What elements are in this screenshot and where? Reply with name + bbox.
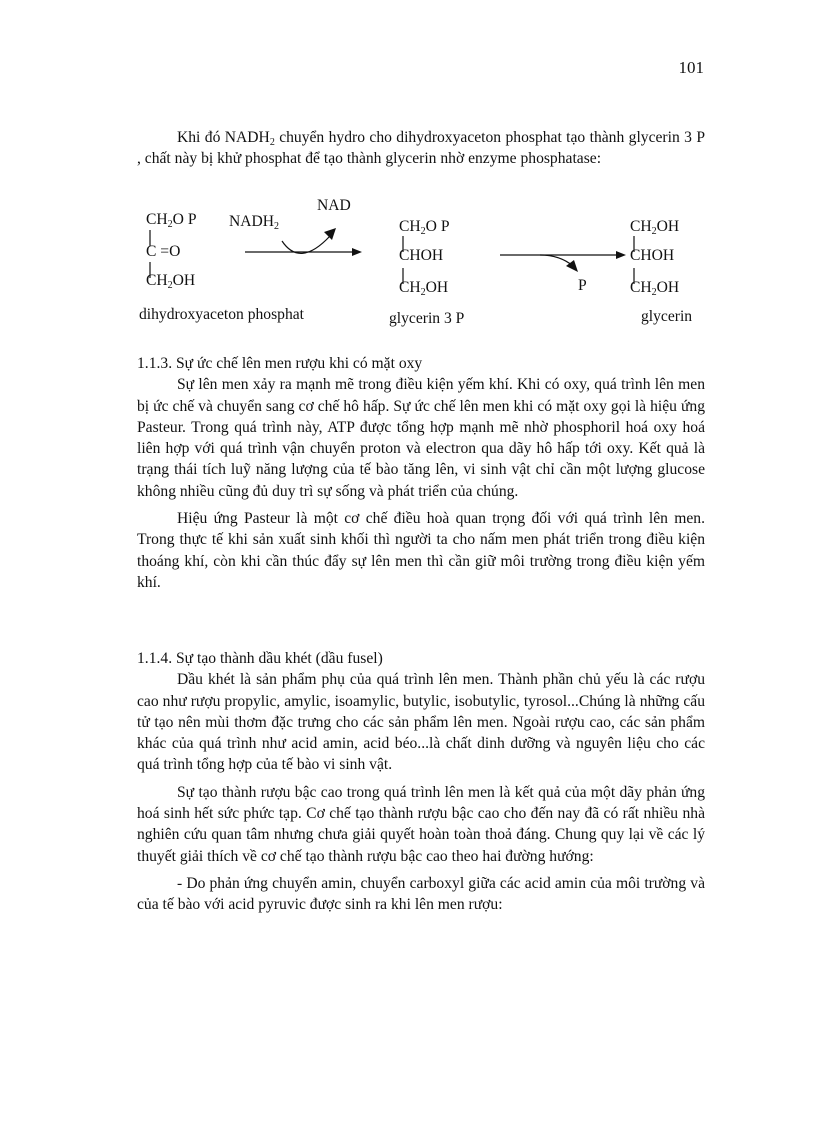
product-line-1: $CH_2OH$ <box>630 218 680 237</box>
intermediate-line-2: CHOH <box>399 247 444 264</box>
reactant-line-2: C =O <box>146 243 181 260</box>
product-line-3: $CH_2OH$ <box>630 279 680 298</box>
intermediate-line-1: $CH_2O$ P <box>399 218 450 237</box>
product-line-2: CHOH <box>630 247 675 264</box>
intermediate-name: glycerin 3 P <box>389 310 465 327</box>
paragraph: Sự lên men xảy ra mạnh mẽ trong điều kiện yếm khí. Khi có oxy, quá trình lên men bị ức chế và chuyển sang cơ chế hô hấp. Sự ức chế lên men khi có mặt oxy gọi là hiệu ứng Pasteur. Trong quá trình này, ATP được tổng hợp mạnh mẽ nhờ phosphoril hoá oxy hoá liên hợp với quá trình vận chuyển proton và electron qua dãy hô hấp tới oxy. Kết quả là trạng thái tích luỹ năng lượng của tế bào tăng lên, vi sinh vật chỉ cần một lượng glucose không nhiều cũng đủ duy trì sự sống và phát triển của chúng. <box>137 376 705 500</box>
paragraph: - Do phản ứng chuyển amin, chuyển carboxyl giữa các acid amin của môi trường và của tế bào với acid pyruvic được sinh ra khi lên men rượu: <box>137 874 705 914</box>
reaction-diagram <box>0 0 816 340</box>
cofactor-in: $NADH_2$ <box>229 213 280 232</box>
reactant-line-3: $CH_2OH$ <box>146 272 196 291</box>
cofactor-curve-arrow-head <box>324 228 336 240</box>
cofactor-out: NAD <box>317 197 351 214</box>
page-number: 101 <box>678 58 704 77</box>
section-1-1-3 <box>137 353 705 593</box>
intro-paragraph: Khi đó $NADH_2$ chuyển hydro cho dihydroxyaceton phosphat tạo thành glycerin 3 P , chất này bị khử phosphat để tạo thành glycerin nhờ enzyme phosphatase: <box>137 129 705 168</box>
section-heading: 1.1.4. Sự tạo thành dầu khét (dầu fusel) <box>137 650 383 667</box>
reaction-arrow-1-head <box>352 248 362 256</box>
paragraph: Dầu khét là sản phẩm phụ của quá trình lên men. Thành phần chủ yếu là các rượu cao như rượu propylic, amylic, isoamylic, butylic, isobutylic, tyrosol...Chúng là những cấu tử tạo nên mùi thơm đặc trưng cho các sản phẩm lên men. Ngoài rượu cao, các sản phẩm khác của quá trình như acid amin, acid béo...là chất dinh dưỡng và nguyên liệu cho các quá trình tổng hợp của tế bào vi sinh vật. <box>137 671 705 774</box>
cofactor-curve-arrow <box>282 236 330 253</box>
product-name: glycerin <box>641 308 693 325</box>
intermediate-line-3: $CH_2OH$ <box>399 279 449 298</box>
release-curve-arrow <box>540 255 573 266</box>
paragraph: Sự tạo thành rượu bậc cao trong quá trình lên men là kết quả của một dãy phản ứng hoá sinh hết sức phức tạp. Cơ chế tạo thành rượu bậc cao cho đến nay đã có rất nhiều nhà nghiên cứu quan tâm nhưng chưa giải quyết hoàn toàn thoả đáng. Chung quy lại về các lý thuyết giải thích về cơ chế tạo thành rượu bậc cao theo hai đường hướng: <box>137 783 705 865</box>
reactant-name: dihydroxyaceton phosphat <box>139 306 304 323</box>
released-phosphate: P <box>578 277 587 294</box>
reaction-arrow-2-head <box>616 251 626 259</box>
paragraph: Hiệu ứng Pasteur là một cơ chế điều hoà quan trọng đối với quá trình lên men. Trong thực tế khi sản xuất sinh khối thì người ta cho nấm men phát triển trong điều kiện thoáng khí, còn khi cần thúc đẩy sự lên men thì cần giữ môi trường trong điều kiện yếm khí. <box>137 510 705 591</box>
section-1-1-4 <box>137 648 705 916</box>
section-heading: 1.1.3. Sự ức chế lên men rượu khi có mặt oxy <box>137 355 423 372</box>
reactant-line-1: $CH_2O$ P <box>146 211 197 230</box>
